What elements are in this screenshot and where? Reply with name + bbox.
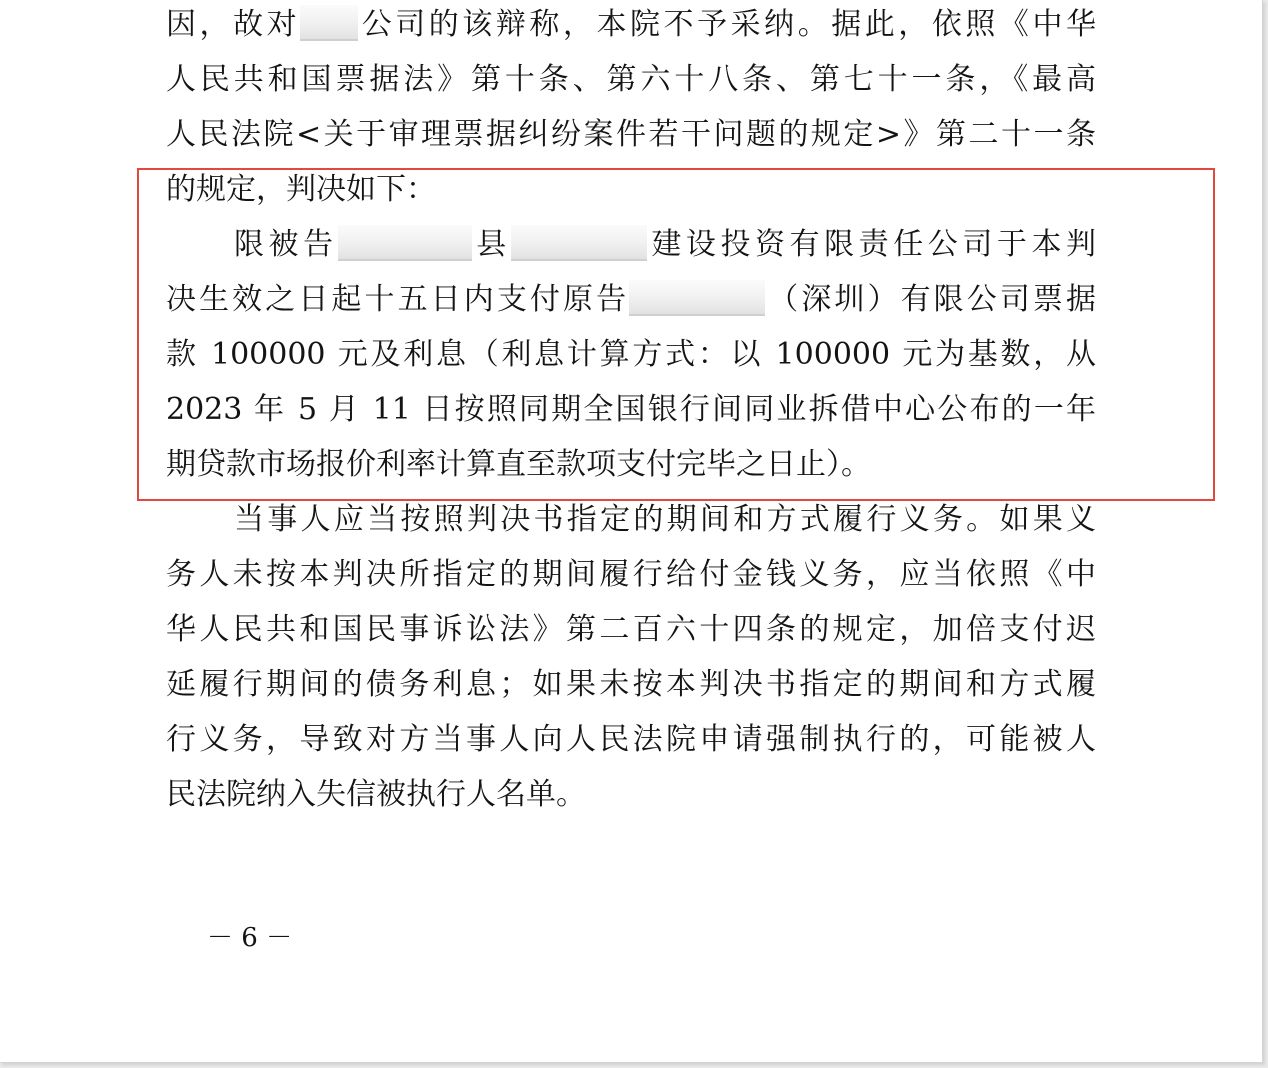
highlight-box [137,168,1215,501]
paragraph-line: 的规定，判决如下： [166,172,436,207]
page-number: － 6 － [207,923,293,953]
text-segment: 因，故对 [166,7,301,42]
redaction-block [300,5,358,41]
text-segment: 决生效之日起十五日内支付原告 [166,282,630,317]
paragraph-line [166,2,1096,48]
notice-line: 务人未按本判决所指定的期间履行给付金钱义务，应当依照《中 [166,557,1096,592]
text-segment: 公司的该辩称，本院不予采纳。据此，依照《中华 [358,7,1097,42]
notice-line: 当事人应当按照判决书指定的期间和方式履行义务。如果义 [234,502,1096,537]
paragraph-line: 人民法院<关于审理票据纠纷案件若干问题的规定>》第二十一条 [166,117,1096,152]
judgment-line: 2023 年 5 月 11 日按照同期全国银行间同业拆借中心公布的一年 [166,392,1096,427]
judgment-line: 款 100000 元及利息（利息计算方式：以 100000 元为基数，从 [166,337,1096,372]
judgment-line: 期贷款市场报价利率计算直至款项支付完毕之日止）。 [166,447,871,482]
text-segment: （深圳）有限公司票据 [765,282,1097,317]
notice-line: 行义务，导致对方当事人向人民法院申请强制执行的，可能被人 [166,722,1096,757]
notice-line: 华人民共和国民事诉讼法》第二百六十四条的规定，加倍支付迟 [166,612,1096,647]
text-segment: 限被告 [234,227,338,262]
notice-line: 延履行期间的债务利息；如果未按本判决书指定的期间和方式履 [166,667,1096,702]
text-segment: 建设投资有限责任公司于本判 [646,227,1097,262]
notice-line: 民法院纳入失信被执行人名单。 [166,777,586,812]
paragraph-line: 人民共和国票据法》第十条、第六十八条、第七十一条，《最高 [166,62,1096,97]
text-segment: 县 [471,227,511,262]
